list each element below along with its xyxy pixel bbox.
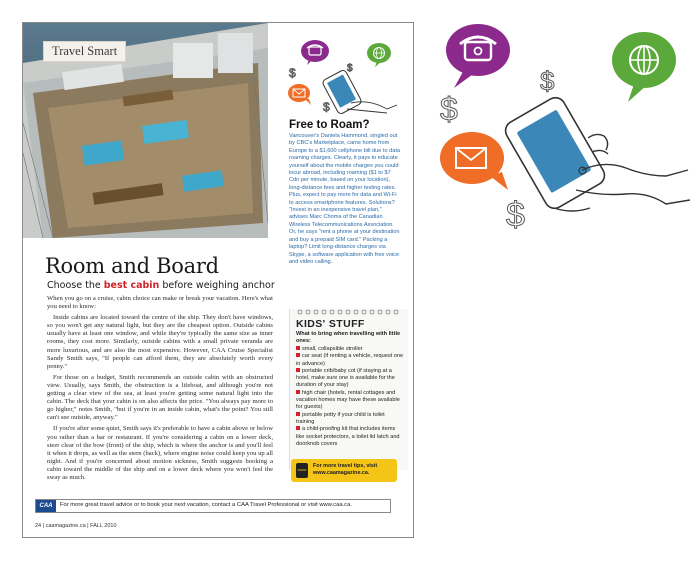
bullet-square-icon: [296, 412, 300, 416]
article-subtitle: [47, 280, 275, 291]
caa-logo: CAA: [36, 500, 56, 512]
bullet-square-icon: [296, 426, 300, 430]
svg-text:$: $: [506, 196, 525, 234]
list-item: [296, 426, 404, 448]
roam-text: Vancouver's Daniela Hammond, singled out by CBC's Marketplace, came home from Europe to a $1,600 cellphone bill due to data roaming charges. Clearly, it pays to educate yourself about the mobile charges you could incur abroad, including roaming ($1 to $7 Cdn per minute, based on your location), long-distance fees and higher texting rates. Plus, expect to pay more for data and Wi-Fi to access smartphone features. Solutions? "Invest in an inexpensive travel plan," advises Marc Choma of the Canadian Wireless Telecommunications Association. Or, he says "rent a phone at your destination and buy a prepaid SIM card." Packing a laptop? Limit long-distance charges via Skype, a software application with free voice and video calling.: [289, 133, 401, 265]
telephone-icon: [301, 40, 329, 65]
svg-text:$: $: [289, 66, 296, 80]
kids-intro: What to bring when travelling with little ones:: [296, 331, 401, 345]
bullet-square-icon: [296, 368, 300, 372]
svg-text:www: www: [297, 467, 307, 472]
cruise-ship-photo: [23, 23, 268, 238]
svg-text:$: $: [347, 63, 353, 74]
article-title: Room and Board: [45, 254, 219, 278]
list-item: [296, 346, 404, 353]
subtitle-emphasis: best cabin: [103, 280, 160, 291]
smartphone-icon: [322, 69, 397, 115]
article-paragraph: If you're after some quiet, Smith says it's preferable to have a cabin above or below you rather than a bar or restaurant. If you're considering a cabin on a lower deck, steer clear of the bow (front) of the ship, which is where the anchor is and you'll feel it when it drops, as well as the stern (back), where engine noise could keep you up all night. And if you're concerned about motion sickness, Smith suggests booking a cabin toward the middle of the ship and on a lower deck where you won't feel the sway as much.: [47, 425, 273, 481]
svg-text:$: $: [440, 91, 458, 127]
list-item-text: portable crib/baby cot (if staying at a hotel, make sure one is available for the duration of your stay): [296, 367, 395, 389]
roam-title: Free to Roam?: [289, 119, 370, 131]
list-item-text: portable potty if your child is toilet training: [296, 411, 385, 425]
smartphone-icon: [502, 94, 608, 212]
subtitle-post: before weighing anchor: [159, 280, 275, 291]
caa-contact-text: For more great travel advice or to book your next vacation, contact a CAA Travel Professional or visit www.caa.ca.: [60, 502, 352, 508]
web-pointer-icon: [295, 462, 309, 479]
tips-text: For more travel tips, visit www.caamagazine.ca.: [313, 463, 378, 476]
article-paragraph: For those on a budget, Smith recommends an outside cabin with an obstructed view. Usually, says Smith, the obstruction is a lifeboat, and although you're not getting a clear view of the sea, at least you're getting some natural light into the cabin. The deck that your cabin is on also affects the price. "You always pay more to go higher," notes Smith, "but if you're in an inside cabin, what's the point? You still can't see outside, anyway.": [47, 373, 273, 422]
bullet-square-icon: [296, 346, 300, 350]
list-item: [296, 353, 404, 368]
globe-icon: [367, 43, 391, 67]
list-item-text: high chair (hotels, rental cottages and vacation homes may have these available for guests): [296, 389, 400, 411]
mail-icon: [288, 84, 311, 105]
notepad-rings: [294, 309, 404, 315]
list-item-text: small, collapsible stroller: [302, 346, 363, 352]
globe-icon: [612, 32, 676, 102]
kids-list: [296, 346, 404, 448]
list-item-text: a child-proofing kit that includes items like socket protectors, a toilet lid latch and doorknob covers: [296, 426, 400, 447]
article-body: [47, 295, 273, 485]
subtitle-pre: Choose the: [47, 280, 104, 291]
bullet-square-icon: [296, 353, 300, 357]
list-item: [296, 368, 404, 390]
phone-roaming-illustration: [287, 37, 403, 117]
svg-text:$: $: [540, 66, 555, 96]
list-item-text: car seat (if renting a vehicle, request one in advance): [296, 353, 404, 367]
section-tab: Travel Smart: [43, 41, 126, 62]
svg-text:$: $: [323, 100, 330, 114]
bullet-square-icon: [296, 390, 300, 394]
list-item: [296, 412, 404, 427]
article-paragraph: Inside cabins are located toward the centre of the ship. They don't have windows, so you won't get any natural light, but they are the cheapest option. Outside cabins usually have at least one window, and while they're typically the same size as inner rooms, they cost more. Similarly, outside cabins with a small private veranda are more luxurious, and are also the most expensive. However, CAA Cruise Specialist Sandy Smith says, "If people can afford them, they are absolutely worth every penny.": [47, 314, 273, 370]
telephone-icon: [446, 24, 510, 88]
large-phone-illustration: [436, 20, 690, 250]
kids-stuff-box: [289, 309, 408, 470]
kids-title: KIDS' STUFF: [296, 318, 365, 330]
caa-contact-bar[interactable]: [35, 499, 391, 513]
magazine-page: [22, 22, 414, 538]
mail-icon: [440, 132, 508, 190]
page-folio: 24 | caamagazine.ca | FALL 2010: [35, 523, 117, 529]
travel-tips-box[interactable]: [291, 459, 397, 482]
sidebar-column: [277, 23, 407, 523]
list-item: [296, 390, 404, 412]
article-paragraph: When you go on a cruise, cabin choice can make or break your vacation. Here's what you need to know:: [47, 295, 273, 311]
